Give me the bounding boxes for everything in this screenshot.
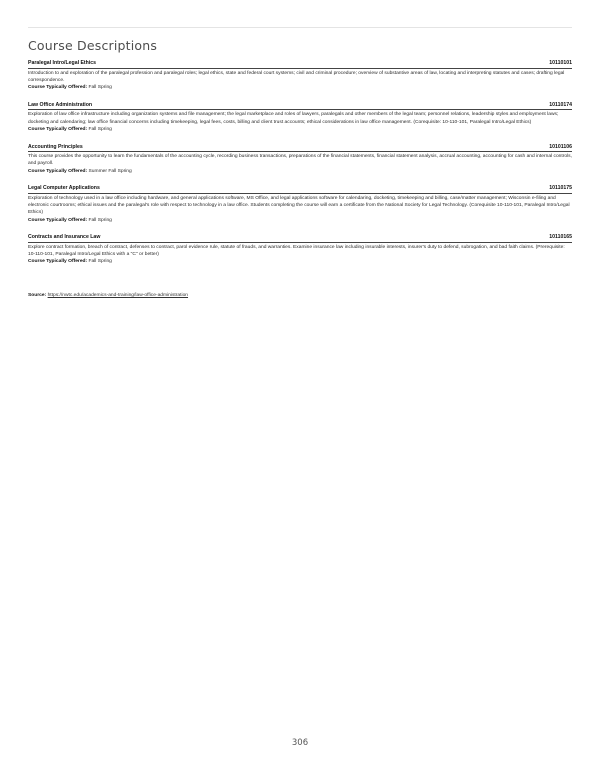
course-header	[28, 102, 572, 111]
course-description: Explore contract formation, breach of contract, defenses to contract, parol evidence rule, statute of frauds, and warranties. Examine insurance law including insurable interests, insurer's duty to defend, subrogation, and bad faith claims. (Prerequisite: 10-110-101, Paralegal Intro/Legal Ethics with a "C" or better)	[28, 245, 565, 258]
source-line	[28, 292, 188, 299]
course-code: 10101106	[549, 143, 572, 150]
page-title: Course Descriptions	[28, 38, 158, 53]
course-description: Exploration of technology used in a law office including hardware, and general applications software, MS Office, and legal applications software for calendaring, docketing, timekeeping and billing, case/matter management; Wisconsin e-filing and electronic courtrooms; ethical issues and the paralegal's role with respect to technology in a law office. Students completing the course will earn a certificate from the National Society for Legal Technology. (Corequisite 10-110-101, Paralegal Intro/Legal Ethics)	[28, 196, 570, 216]
course-description: Exploration of law office infrastructure including organization systems and file management; the legal marketplace and roles of lawyers, paralegals and other members of the legal team; personnel relations, leadership styles and employment laws; docketing and calendaring; law office financial concerns including timekeeping, legal fees, costs, billing and client trust accounts; ethical considerations in law office management. (Corequisite: 10-110-101, Paralegal Intro/Legal Ethics)	[28, 112, 559, 125]
course-entry	[28, 102, 572, 133]
course-offered	[28, 126, 572, 133]
page-number: 306	[291, 738, 309, 748]
course-description: Introduction to and exploration of the paralegal profession and paralegal roles; legal ethics, state and federal court systems; civil and criminal procedure; overview of substantive areas of law, locating and interpreting statutes and cases; drafting legal correspondence.	[28, 70, 565, 83]
offered-terms: Fall Spring	[88, 217, 112, 223]
course-offered	[28, 84, 572, 91]
course-header	[28, 144, 572, 153]
offered-label: Course Typically Offered:	[28, 126, 88, 132]
course-list	[28, 60, 572, 276]
course-code: 10110101	[549, 60, 572, 66]
course-code: 10110165	[549, 234, 572, 241]
source-link[interactable]: https://nwtc.edu/academics-and-training/law-office-administration	[47, 293, 189, 298]
offered-terms: Fall Spring	[88, 85, 112, 91]
course-header	[28, 234, 572, 243]
course-code: 10110175	[549, 185, 572, 192]
course-offered	[28, 168, 572, 175]
course-name: Contracts and Insurance Law	[28, 234, 101, 241]
top-divider	[28, 27, 572, 28]
course-entry	[28, 60, 572, 91]
course-header	[28, 185, 572, 194]
course-name: Accounting Principles	[28, 143, 83, 150]
course-name: Law Office Administration	[28, 101, 93, 108]
course-offered	[28, 258, 572, 265]
offered-terms: Fall Spring	[88, 259, 112, 265]
course-description: This course provides the opportunity to learn the fundamentals of the accounting cycle, recording business transactions, preparations of the financial statements, financial statement analysis, accrual accounting, accounting for cash and internal controls, and payroll.	[28, 154, 572, 167]
offered-label: Course Typically Offered:	[28, 85, 88, 91]
course-header	[28, 60, 572, 69]
offered-label: Course Typically Offered:	[28, 168, 88, 174]
course-offered	[28, 217, 572, 224]
course-entry	[28, 144, 572, 175]
offered-label: Course Typically Offered:	[28, 259, 88, 265]
course-code: 10110174	[549, 101, 572, 108]
course-entry	[28, 185, 572, 224]
course-name: Paralegal Intro/Legal Ethics	[28, 60, 97, 66]
course-entry	[28, 234, 572, 265]
offered-label: Course Typically Offered:	[28, 217, 88, 223]
offered-terms: Fall Spring	[88, 126, 112, 132]
offered-terms: Summer Fall Spring	[88, 168, 132, 174]
course-name: Legal Computer Applications	[28, 185, 100, 192]
source-label: Source:	[28, 293, 47, 298]
